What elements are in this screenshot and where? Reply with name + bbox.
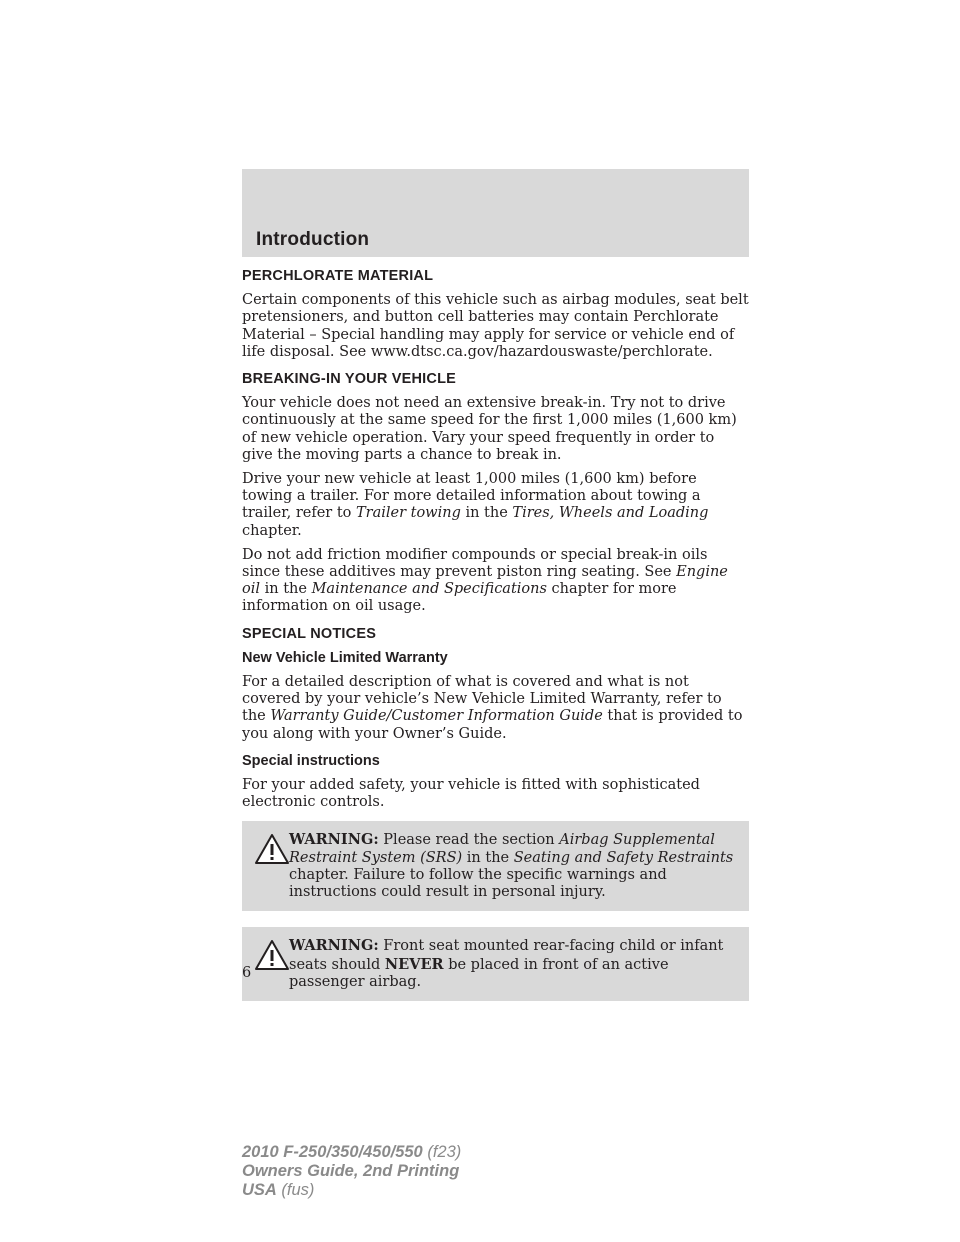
perchlorate-body: Certain components of this vehicle such as airbag modules, seat belt pretensioners, and button cell batteries may contain Perchlorate Material – Special handling may apply for service or vehicle end of life disposal. See www.dtsc.ca.gov/hazardouswaste/perchlorate. (242, 292, 749, 360)
print-footer (242, 1143, 461, 1200)
section-heading-special-notices: SPECIAL NOTICES (242, 625, 377, 642)
ref-engine-oil: Engine oil (242, 564, 728, 598)
warning-box-airbag (242, 821, 749, 911)
subheading-warranty: New Vehicle Limited Warranty (242, 649, 448, 666)
breaking-in-paragraph-1: Your vehicle does not need an extensive break-in. Try not to drive continuously at the same speed for the first 1,000 miles (1,600 km) of new vehicle operation. Vary your speed frequently in order to give the moving parts a chance to break in. (242, 395, 737, 463)
warning-label: WARNING: (289, 831, 379, 849)
footer-line-model: 2010 F-250/350/450/550 (f23) (242, 1143, 462, 1161)
warranty-body: For a detailed description of what is covered and what is not covered by your vehicle’s New Vehicle Limited Warranty, refer to the Warranty Guide/Customer Information Guide that is provided to you along with your Owner’s Guide. (242, 674, 743, 742)
breaking-in-paragraph-3: Do not add friction modifier compounds or special break-in oils since these additives may prevent piston ring seating. See Engine oil in the Maintenance and Specifications chapter for more information on oil usage. (242, 546, 728, 615)
chapter-title: Introduction (256, 229, 370, 250)
chapter-header-band (242, 169, 749, 257)
ref-warranty-guide: Warranty Guide/Customer Information Guide (270, 708, 603, 725)
page-number: 6 (242, 965, 252, 981)
warning-text-airbag: WARNING: Please read the section Airbag Supplemental Restraint System (SRS) in the Seating and Safety Restraints chapter. Failure to follow the specific warnings and instructions could result in personal injury. (289, 831, 734, 901)
ref-trailer-towing: Trailer towing (355, 505, 461, 522)
warning-emphasis-never: NEVER (384, 955, 444, 973)
warning-text-child-seat: WARNING: Front seat mounted rear-facing child or infant seats should NEVER be placed in front of an active passenger airbag. (289, 937, 724, 990)
ref-airbag-srs: Airbag Supplemental Restraint System (SRS) (289, 832, 715, 866)
ref-maintenance-chapter: Maintenance and Specifications (311, 581, 547, 598)
ref-seating-chapter: Seating and Safety Restraints (513, 849, 734, 866)
warning-triangle-icon (254, 833, 290, 865)
section-heading-perchlorate: PERCHLORATE MATERIAL (242, 268, 434, 284)
warning-triangle-icon (254, 939, 290, 971)
footer-line-market: USA (fus) (242, 1181, 315, 1199)
warning-label: WARNING: (289, 937, 379, 955)
page-content (242, 268, 749, 1001)
special-instructions-body: For your added safety, your vehicle is fitted with sophisticated electronic controls. (242, 777, 700, 811)
warning-box-child-seat (242, 927, 749, 1001)
footer-line-printing: Owners Guide, 2nd Printing (242, 1162, 460, 1180)
section-heading-breaking-in: BREAKING-IN YOUR VEHICLE (242, 371, 456, 388)
subheading-special-instructions: Special instructions (242, 752, 380, 769)
breaking-in-paragraph-2: Drive your new vehicle at least 1,000 miles (1,600 km) before towing a trailer. For more detailed information about towing a trailer, refer to Trailer towing in the Tires, Wheels and Loading chapter. (242, 471, 709, 539)
ref-tires-chapter: Tires, Wheels and Loading (512, 505, 709, 522)
